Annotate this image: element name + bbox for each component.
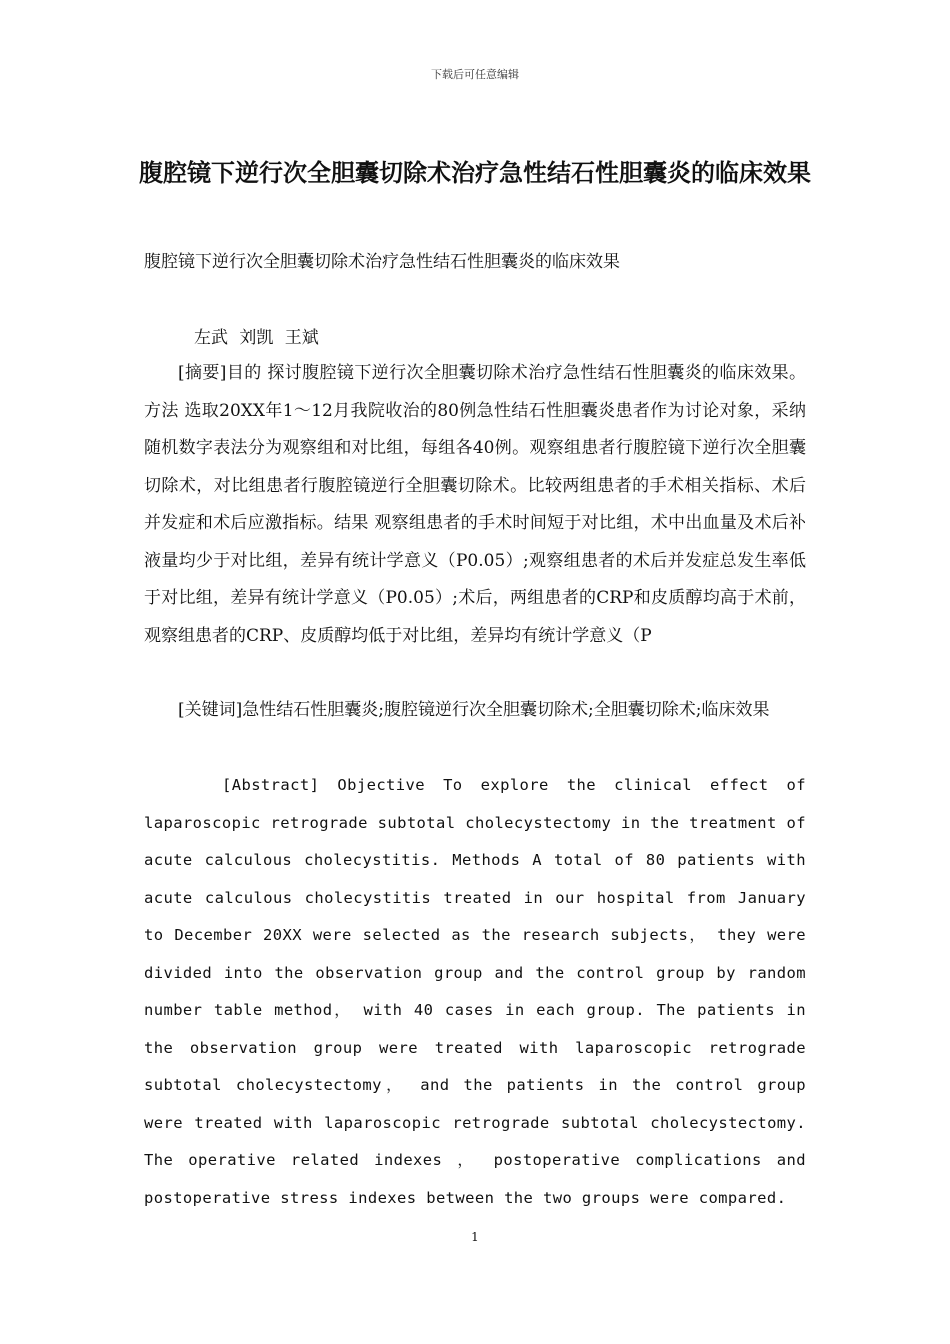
page-number: 1: [471, 1230, 479, 1244]
authors: 左武 刘凯 王斌: [194, 328, 319, 348]
document-subtitle: 腹腔镜下逆行次全胆囊切除术治疗急性结石性胆囊炎的临床效果: [144, 252, 620, 272]
abstract-chinese: [摘要]目的 探讨腹腔镜下逆行次全胆囊切除术治疗急性结石性胆囊炎的临床效果。方法 选取20XX年1～12月我院收治的80例急性结石性胆囊炎患者作为讨论对象，采纳随机数字表法分为观察组和对比组，每组各40例。观察组患者行腹腔镜下逆行次全胆囊切除术，对比组患者行腹腔镜逆行全胆囊切除术。比较两组患者的手术相关指标、术后并发症和术后应激指标。结果 观察组患者的手术时间短于对比组，术中出血量及术后补液量均少于对比组，差异有统计学意义（P0.05）;观察组患者的术后并发症总发生率低于对比组，差异有统计学意义（P0.05）;术后，两组患者的CRP和皮质醇均高于术前，观察组患者的CRP、皮质醇均低于对比组，差异均有统计学意义（P: [144, 363, 806, 646]
header-note: 下载后可任意编辑: [431, 68, 519, 81]
abstract-english: [Abstract] Objective To explore the clinical effect of laparoscopic retrograde subtotal cholecystectomy in the treatment of acute calculous cholecystitis. Methods A total of 80 patients with acute calculous cholecystitis treated in our hospital from January to December 20XX were selected as the research subjects， they were divided into the observation group and the control group by random number table method， with 40 cases in each group. The patients in the observation group were treated with laparoscopic retrograde subtotal cholecystectomy， and the patients in the control group were treated with laparoscopic retrograde subtotal cholecystectomy. The operative related indexes ， postoperative complications and postoperative stress indexes between the two groups were compared.: [144, 776, 806, 1207]
document-title: 腹腔镜下逆行次全胆囊切除术治疗急性结石性胆囊炎的临床效果: [139, 159, 811, 187]
keywords-chinese: [关键词]急性结石性胆囊炎;腹腔镜逆行次全胆囊切除术;全胆囊切除术;临床效果: [178, 700, 770, 720]
